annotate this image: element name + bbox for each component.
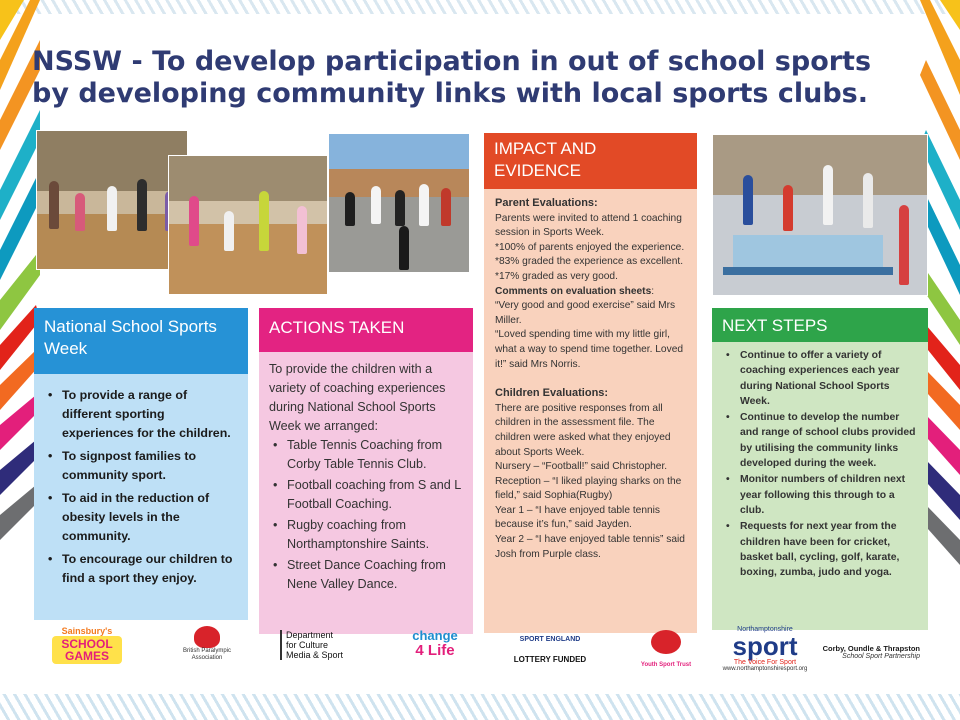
table-tennis-photo <box>712 134 928 296</box>
list-item: • To signpost families to community sport. <box>44 447 238 485</box>
list-item: • Football coaching from S and L Football Coaching. <box>269 476 463 514</box>
children-line: Year 1 – “I have enjoyed table tennis because it’s fun,” said Jayden. <box>495 504 661 531</box>
school-games-logo: Sainsbury's SCHOOL GAMES <box>52 626 122 664</box>
page-title: NSSW - To develop participation in out of school sports by developing community links with local sports clubs. <box>32 46 872 109</box>
northamptonshire-sport-logo: Northamptonshire sport The Voice For Sport www.northamptonshiresport.org <box>722 626 808 672</box>
comments-title: Comments on evaluation sheets <box>495 285 652 297</box>
rugby-photo <box>328 133 470 273</box>
list-item: • To aid in the reduction of obesity levels in the community. <box>44 489 238 546</box>
parent-line: Parents were invited to attend 1 coaching session in Sports Week. <box>495 212 682 239</box>
national-list <box>44 386 238 588</box>
parent-evaluations-title: Parent Evaluations: <box>495 197 598 209</box>
national-heading: National School Sports Week <box>34 308 248 374</box>
dance-photo-2 <box>168 155 328 295</box>
british-paralympic-logo: British Paralympic Association <box>172 626 242 662</box>
change4life-logo: change 4 Life <box>412 628 458 659</box>
next-steps-panel <box>712 308 928 630</box>
lottery-funded-logo: SPORT ENGLAND LOTTERY FUNDED <box>513 636 587 664</box>
list-item: • To provide a range of different sporting experiences for the children. <box>44 386 238 443</box>
list-item: • Requests for next year from the children have been for cricket, basket ball, cycling, golf, karate, boxing, zumba, judo and yoga. <box>722 519 918 580</box>
impact-panel: IMPACT AND EVIDENCE Parent Evaluations: Parents were invited to attend 1 coaching session in Sports Week. *100% of parents enjoyed the experience. *83% graded the experience as excellent. *17% graded as very good. Comments on evaluation sheets: “Very good and good exercise” said Mrs Miller. “Loved spending time with my little girl, what a way to spend time together. Loved it!” said Mrs Norris. Children Evaluations: There are positive responses from all children in the assessment file. The children were asked what they enjoyed about Sports Week. Nursery – “Football!” said Christopher. Reception – “I liked playing sharks on the field,” said Sophia(Rugby) Year 1 – “I have enjoyed table tennis because it’s fun,” said Jayden. Year 2 – “I have enjoyed table tennis” said Josh from Purple class. <box>484 133 697 633</box>
parent-line: *17% graded as very good. <box>495 270 618 282</box>
list-item: • To encourage our children to find a sport they enjoy. <box>44 550 238 588</box>
actions-intro: To provide the children with a variety of coaching experiences during National School Sports Week we arranged: <box>269 362 446 433</box>
children-line: Reception – “I liked playing sharks on the field,” said Sophia(Rugby) <box>495 475 682 502</box>
corby-oundle-thrapston-logo: Corby, Oundle & Thrapston School Sport Partnership <box>822 644 920 660</box>
next-steps-list <box>722 348 918 580</box>
comment-line: “Very good and good exercise” said Mrs Miller. <box>495 300 676 326</box>
actions-heading: ACTIONS TAKEN <box>259 308 473 352</box>
children-evaluations-title: Children Evaluations: <box>495 387 609 400</box>
children-line: Nursery – “Football!” said Christopher. <box>495 461 668 473</box>
actions-list <box>269 436 463 594</box>
dcms-logo: Department for Culture Media & Sport <box>280 630 350 660</box>
next-steps-heading: NEXT STEPS <box>712 308 928 342</box>
list-item: • Table Tennis Coaching from Corby Table Tennis Club. <box>269 436 463 474</box>
actions-panel <box>259 308 473 634</box>
list-item: • Monitor numbers of children next year following this through to a club. <box>722 472 918 518</box>
list-item: • Continue to develop the number and range of school clubs provided by utilising the community links developed during the week. <box>722 410 918 471</box>
sponsor-logos <box>40 626 920 694</box>
children-line: Year 2 – “I have enjoyed table tennis” said Josh from Purple class. <box>495 534 685 560</box>
parent-line: *100% of parents enjoyed the experience. <box>495 241 685 253</box>
parent-line: *83% graded the experience as excellent. <box>495 256 684 268</box>
bottom-stripe-decoration <box>0 694 960 720</box>
top-stripe-decoration <box>0 0 960 14</box>
dance-photo-1 <box>36 130 188 270</box>
youth-sport-trust-logo: Youth Sport Trust <box>636 630 696 668</box>
children-line: There are positive responses from all children in the assessment file. The children were asked what they enjoyed about Sports Week. <box>495 402 671 458</box>
list-item: • Street Dance Coaching from Nene Valley Dance. <box>269 556 463 594</box>
impact-heading: IMPACT AND EVIDENCE <box>484 133 697 189</box>
list-item: • Continue to offer a variety of coaching experiences each year during National School Sports Week. <box>722 348 918 409</box>
list-item: • Rugby coaching from Northamptonshire Saints. <box>269 516 463 554</box>
national-panel <box>34 308 248 620</box>
comment-line: “Loved spending time with my little girl, what a way to spend time together. Loved it!” said Mrs Norris. <box>495 329 684 370</box>
